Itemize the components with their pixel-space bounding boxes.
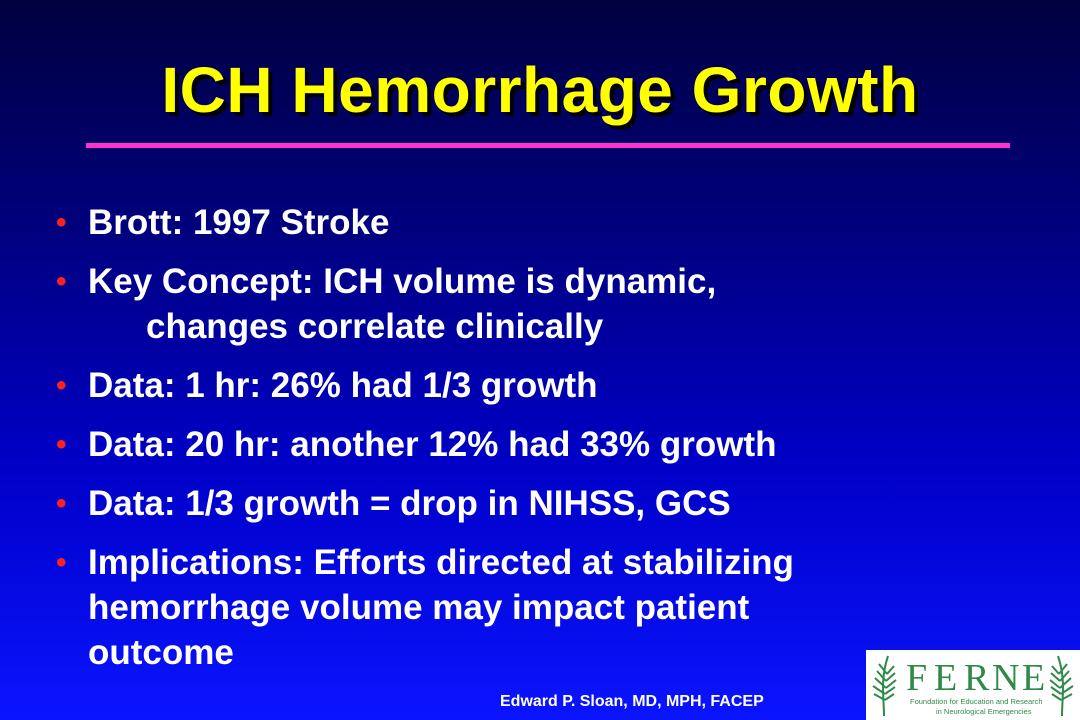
bullet-text: Brott: 1997 Stroke xyxy=(88,203,390,242)
bullet-dot-icon: • xyxy=(56,206,67,239)
logo-tagline-2: in Neurological Emergencies xyxy=(936,707,1032,716)
bullet-dot-icon: • xyxy=(56,369,67,402)
bullet-dot-icon: • xyxy=(56,265,67,298)
logo-letter-e: E xyxy=(934,657,958,699)
bullet-item xyxy=(56,259,1036,349)
bullet-dot-icon: • xyxy=(56,487,67,520)
slide-title: ICH Hemorrhage Growth xyxy=(161,54,919,126)
bullet-text: Implications: Efforts directed at stabilizing xyxy=(88,543,794,582)
fern-leaf-left-icon xyxy=(873,656,896,716)
title-underline xyxy=(86,143,1010,148)
logo-letter-f: F xyxy=(906,657,928,699)
bullet-text: Data: 1 hr: 26% had 1/3 growth xyxy=(88,366,598,405)
fern-leaf-right-icon xyxy=(1050,656,1073,716)
logo-letter-e: E xyxy=(1022,657,1046,699)
bullet-item xyxy=(56,422,1036,467)
bullet-item xyxy=(56,200,1036,245)
presenter-credit: Edward P. Sloan, MD, MPH, FACEP xyxy=(500,693,764,710)
bullet-dot-icon: • xyxy=(56,546,67,579)
bullet-text-continuation: outcome xyxy=(88,633,234,672)
bullet-text: Key Concept: ICH volume is dynamic, xyxy=(88,262,717,301)
bullet-text-continuation: changes correlate clinically xyxy=(146,307,604,346)
bullet-item xyxy=(56,363,1036,408)
bullet-dot-icon: • xyxy=(56,428,67,461)
bullet-item xyxy=(56,481,1036,526)
bullet-text-continuation: hemorrhage volume may impact patient xyxy=(88,588,750,627)
logo-letter-n: N xyxy=(992,657,1020,699)
ferne-logo xyxy=(866,650,1080,720)
bullet-list xyxy=(56,200,1036,689)
ferne-logo-graphic xyxy=(866,650,1080,720)
bullet-text: Data: 20 hr: another 12% had 33% growth xyxy=(88,425,777,464)
bullet-text: Data: 1/3 growth = drop in NIHSS, GCS xyxy=(88,484,731,523)
logo-letter-r: R xyxy=(964,657,990,699)
logo-tagline-1: Foundation for Education and Research xyxy=(910,697,1043,706)
